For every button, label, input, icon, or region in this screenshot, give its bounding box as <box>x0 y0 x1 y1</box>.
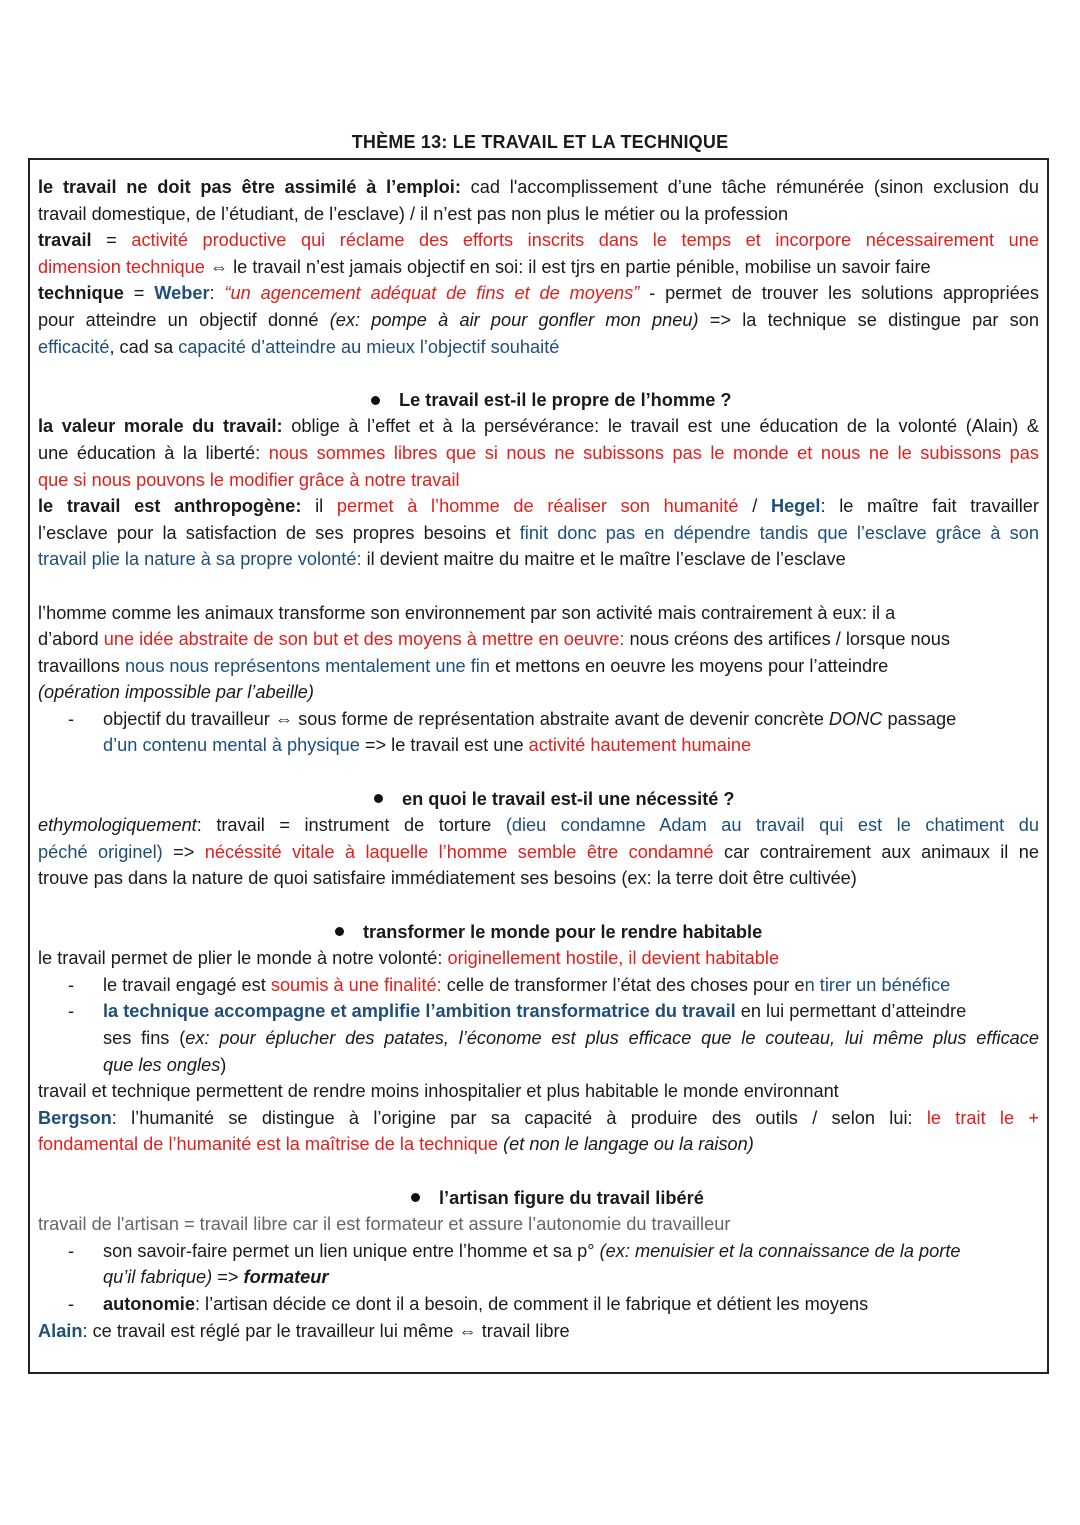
text: - permet de trouver les solutions appropriées <box>639 283 1039 304</box>
dash-icon: - <box>68 1001 75 1022</box>
author-bergson: Bergson <box>38 1107 112 1128</box>
s4-line-2 <box>38 1318 1039 1345</box>
s1-bullet-1-cont <box>38 732 1039 759</box>
text: car contrairement aux animaux il ne <box>713 841 1039 862</box>
term-anthropogene: le travail est anthropogène: <box>38 496 302 517</box>
term-efficacite: efficacité <box>38 336 110 357</box>
highlight: originellement hostile, il devient habitable <box>447 948 780 969</box>
text: = <box>123 283 155 304</box>
text: DONC <box>828 708 883 729</box>
text: : l’artisan décide ce dont il a besoin, de comment il le fabrique et détient les moyens <box>194 1293 869 1314</box>
text: / <box>738 496 771 517</box>
highlight-blue-bold: la technique accompagne et amplifie l’ambition transformatrice du travail <box>103 1001 736 1022</box>
definition-travail: activité productive qui réclame des efforts inscrits dans le temps et incorpore nécessairement une <box>131 230 1039 251</box>
text: => le travail est une <box>359 735 529 756</box>
text: cad l'accomplissement d’une tâche rémunérée (sinon exclusion du <box>460 177 1039 197</box>
highlight: activité hautement humaine <box>528 735 752 756</box>
intro-line-2 <box>38 201 1039 228</box>
text: d’abord <box>38 629 104 650</box>
text: oblige à l’effet et à la persévérance: le travail est une éducation de la volonté (Alain) & <box>282 416 1039 437</box>
dash-icon: - <box>68 1240 75 1261</box>
example: ex: pour éplucher des patates, l’économe est plus efficace que le couteau, lui même plus efficace <box>185 1028 1039 1048</box>
highlight: soumis à une finalité: <box>270 974 442 995</box>
s4-bullet-1 <box>38 1238 1039 1265</box>
s3-line-3 <box>38 1105 1039 1132</box>
s1-line-6 <box>38 546 1039 573</box>
text: : ce travail est réglé par le travailleur lui même ⇔ travail libre <box>82 1320 570 1341</box>
definition-efficacite: capacité d’atteindre au mieux l’objectif souhaité <box>178 336 560 357</box>
text: travail domestique, de l’étudiant, de l’esclave) / il n’est pas non plus le métier ou la profession <box>38 203 789 224</box>
text: et mettons en oeuvre les moyens pour l’atteindre <box>489 655 889 676</box>
s1-p2-line-2 <box>38 626 1039 653</box>
intro-line-4 <box>38 254 1039 281</box>
term-technique: technique <box>38 283 124 304</box>
heading-text: en quoi le travail est-il une nécessité ? <box>402 788 735 809</box>
text: : le maître fait travailler <box>820 496 1039 517</box>
dash-icon: - <box>68 708 75 729</box>
s3-line-4 <box>38 1131 1039 1158</box>
s3-bullet-2 <box>38 998 1039 1025</box>
s1-bullet-1 <box>38 706 1039 733</box>
text: passage <box>882 708 957 729</box>
highlight: une idée abstraite de son but et des moyens à mettre en oeuvre: <box>103 629 625 650</box>
text: => <box>162 841 205 862</box>
text: trouve pas dans la nature de quoi satisfaire immédiatement ses besoins (ex: la terre doit être cultivée) <box>38 868 857 889</box>
s1-line-3 <box>38 467 1039 494</box>
text: le travail permet de plier le monde à notre volonté: <box>38 948 448 969</box>
term-ethymologie: ethymologiquement <box>38 815 197 836</box>
text: ses fins ( <box>103 1028 186 1048</box>
s4-bullet-1-cont <box>38 1264 1039 1291</box>
author-weber: Weber <box>154 283 210 304</box>
section-heading-necessite <box>38 786 1039 813</box>
text: travail et technique permettent de rendre moins inhospitalier et plus habitable le monde environnant <box>38 1081 839 1102</box>
text: (opération impossible par l’abeille) <box>38 682 314 703</box>
text: travail de l'artisan = travail libre car il est formateur et assure l’autonomie du travailleur <box>38 1214 731 1235</box>
intro-term-emploi: le travail ne doit pas être assimilé à l’emploi: <box>38 177 461 197</box>
section-heading-artisan <box>38 1185 1039 1212</box>
highlight-blue: d’un contenu mental à physique <box>103 735 360 756</box>
example: (ex: pompe à air pour gonfler mon pneu) <box>329 309 699 330</box>
intro-line-3 <box>38 227 1039 254</box>
s1-line-4 <box>38 493 1039 520</box>
s4-bullet-2 <box>38 1291 1039 1318</box>
example: que les ongles <box>103 1054 221 1075</box>
text: l’homme comme les animaux transforme son environnement par son activité mais contrairement à eux: il a <box>38 602 896 623</box>
term-travail: travail <box>38 230 92 251</box>
text: => <box>212 1267 244 1288</box>
highlight: que si nous pouvons le modifier grâce à notre travail <box>38 469 460 490</box>
example: qu’il fabrique) <box>103 1267 213 1288</box>
highlight-blue: n tirer un bénéfice <box>804 974 951 995</box>
text: objectif du travailleur ⇔ sous forme de représentation abstraite avant de devenir concrète <box>103 708 829 729</box>
section-heading-propre-homme <box>38 387 1039 414</box>
bullet-icon <box>371 396 380 405</box>
text: : travail = instrument de torture <box>196 815 506 836</box>
s2-line-3 <box>38 865 1039 892</box>
text: ) <box>220 1054 227 1075</box>
intro-line-5 <box>38 280 1039 307</box>
highlight-blue: (dieu condamne Adam au travail qui est le chatiment du <box>505 815 1039 836</box>
text: = <box>91 230 132 251</box>
s1-line-5 <box>38 520 1039 547</box>
author-alain: Alain <box>38 1320 83 1341</box>
bullet-icon <box>335 927 344 936</box>
text: il devient maitre du maitre et le maître l’esclave de l’esclave <box>361 549 846 570</box>
text: celle de transformer l’état des choses pour e <box>441 974 805 995</box>
document-title: THÈME 13: LE TRAVAIL ET LA TECHNIQUE <box>351 132 729 152</box>
text: : l’humanité se distingue à l’origine par sa capacité à produire des outils / selon lui: <box>111 1107 927 1128</box>
text: : <box>209 283 225 304</box>
s3-line-1 <box>38 945 1039 972</box>
s1-p2-line-1 <box>38 600 1039 627</box>
term-autonomie: autonomie <box>103 1293 195 1314</box>
intro-line-6 <box>38 307 1039 334</box>
text: le travail engagé est <box>103 974 271 995</box>
s1-line-2 <box>38 440 1039 467</box>
text: nous créons des artifices / lorsque nous <box>624 629 950 650</box>
heading-text: transformer le monde pour le rendre habitable <box>363 921 763 942</box>
highlight: nécéssité vitale à laquelle l’homme semble être condamné <box>204 841 714 862</box>
s3-line-2 <box>38 1078 1039 1105</box>
highlight-blue: finit donc pas en dépendre tandis que l’esclave grâce à son <box>519 522 1039 543</box>
s3-bullet-1 <box>38 972 1039 999</box>
highlight: fondamental de l’humanité est la maîtrise de la technique <box>38 1134 499 1155</box>
dash-icon: - <box>68 1293 75 1314</box>
definition-travail-end: dimension technique <box>38 256 205 277</box>
heading-text: Le travail est-il le propre de l’homme ? <box>399 389 732 410</box>
s2-line-2 <box>38 839 1039 866</box>
highlight: permet à l’homme de réaliser son humanité <box>336 496 739 517</box>
highlight: le trait le + <box>926 1107 1039 1128</box>
bullet-icon <box>374 794 383 803</box>
highlight: nous sommes libres que si nous ne subissons pas le monde et nous ne le subissons pas <box>268 442 1039 463</box>
text: , cad sa <box>109 336 179 357</box>
text: travaillons <box>38 655 125 676</box>
text: en lui permettant d’atteindre <box>735 1001 967 1022</box>
text: => la technique se distingue par son <box>698 309 1039 330</box>
highlight-blue: travail plie la nature à sa propre volonté: <box>38 549 362 570</box>
dash-icon: - <box>68 974 75 995</box>
section-heading-habitable <box>38 919 1039 946</box>
s4-line-1 <box>38 1211 1039 1238</box>
s1-p2-line-4 <box>38 679 1039 706</box>
highlight-blue: péché originel) <box>38 841 163 862</box>
s3-bullet-2-cont <box>38 1025 1039 1052</box>
text: l’esclave pour la satisfaction de ses propres besoins et <box>38 522 520 543</box>
heading-text: l’artisan figure du travail libéré <box>439 1187 704 1208</box>
content-box <box>28 158 1049 1374</box>
text: son savoir-faire permet un lien unique entre l’homme et sa p° <box>103 1240 600 1261</box>
quote-weber: “un agencement adéquat de fins et de moyens” <box>224 283 640 304</box>
bullet-icon <box>411 1193 420 1202</box>
highlight-blue: nous nous représentons mentalement une fin <box>124 655 490 676</box>
text: il <box>301 496 337 517</box>
term-formateur: formateur <box>243 1267 329 1288</box>
text: pour atteindre un objectif donné <box>38 309 330 330</box>
text: (et non le langage ou la raison) <box>498 1134 754 1155</box>
s1-p2-line-3 <box>38 653 1039 680</box>
text: une éducation à la liberté: <box>38 442 269 463</box>
s1-line-1 <box>38 413 1039 440</box>
intro-line-1 <box>38 174 1039 201</box>
example: (ex: menuisier et la connaissance de la porte <box>599 1240 961 1261</box>
s2-line-1 <box>38 812 1039 839</box>
s3-bullet-2-cont-2 <box>38 1052 1039 1079</box>
intro-line-7 <box>38 334 1039 361</box>
term-valeur-morale: la valeur morale du travail: <box>38 416 283 437</box>
author-hegel: Hegel <box>770 496 821 517</box>
text: ⇔ le travail n’est jamais objectif en soi: il est tjrs en partie pénible, mobilise un savoir faire <box>204 256 931 277</box>
